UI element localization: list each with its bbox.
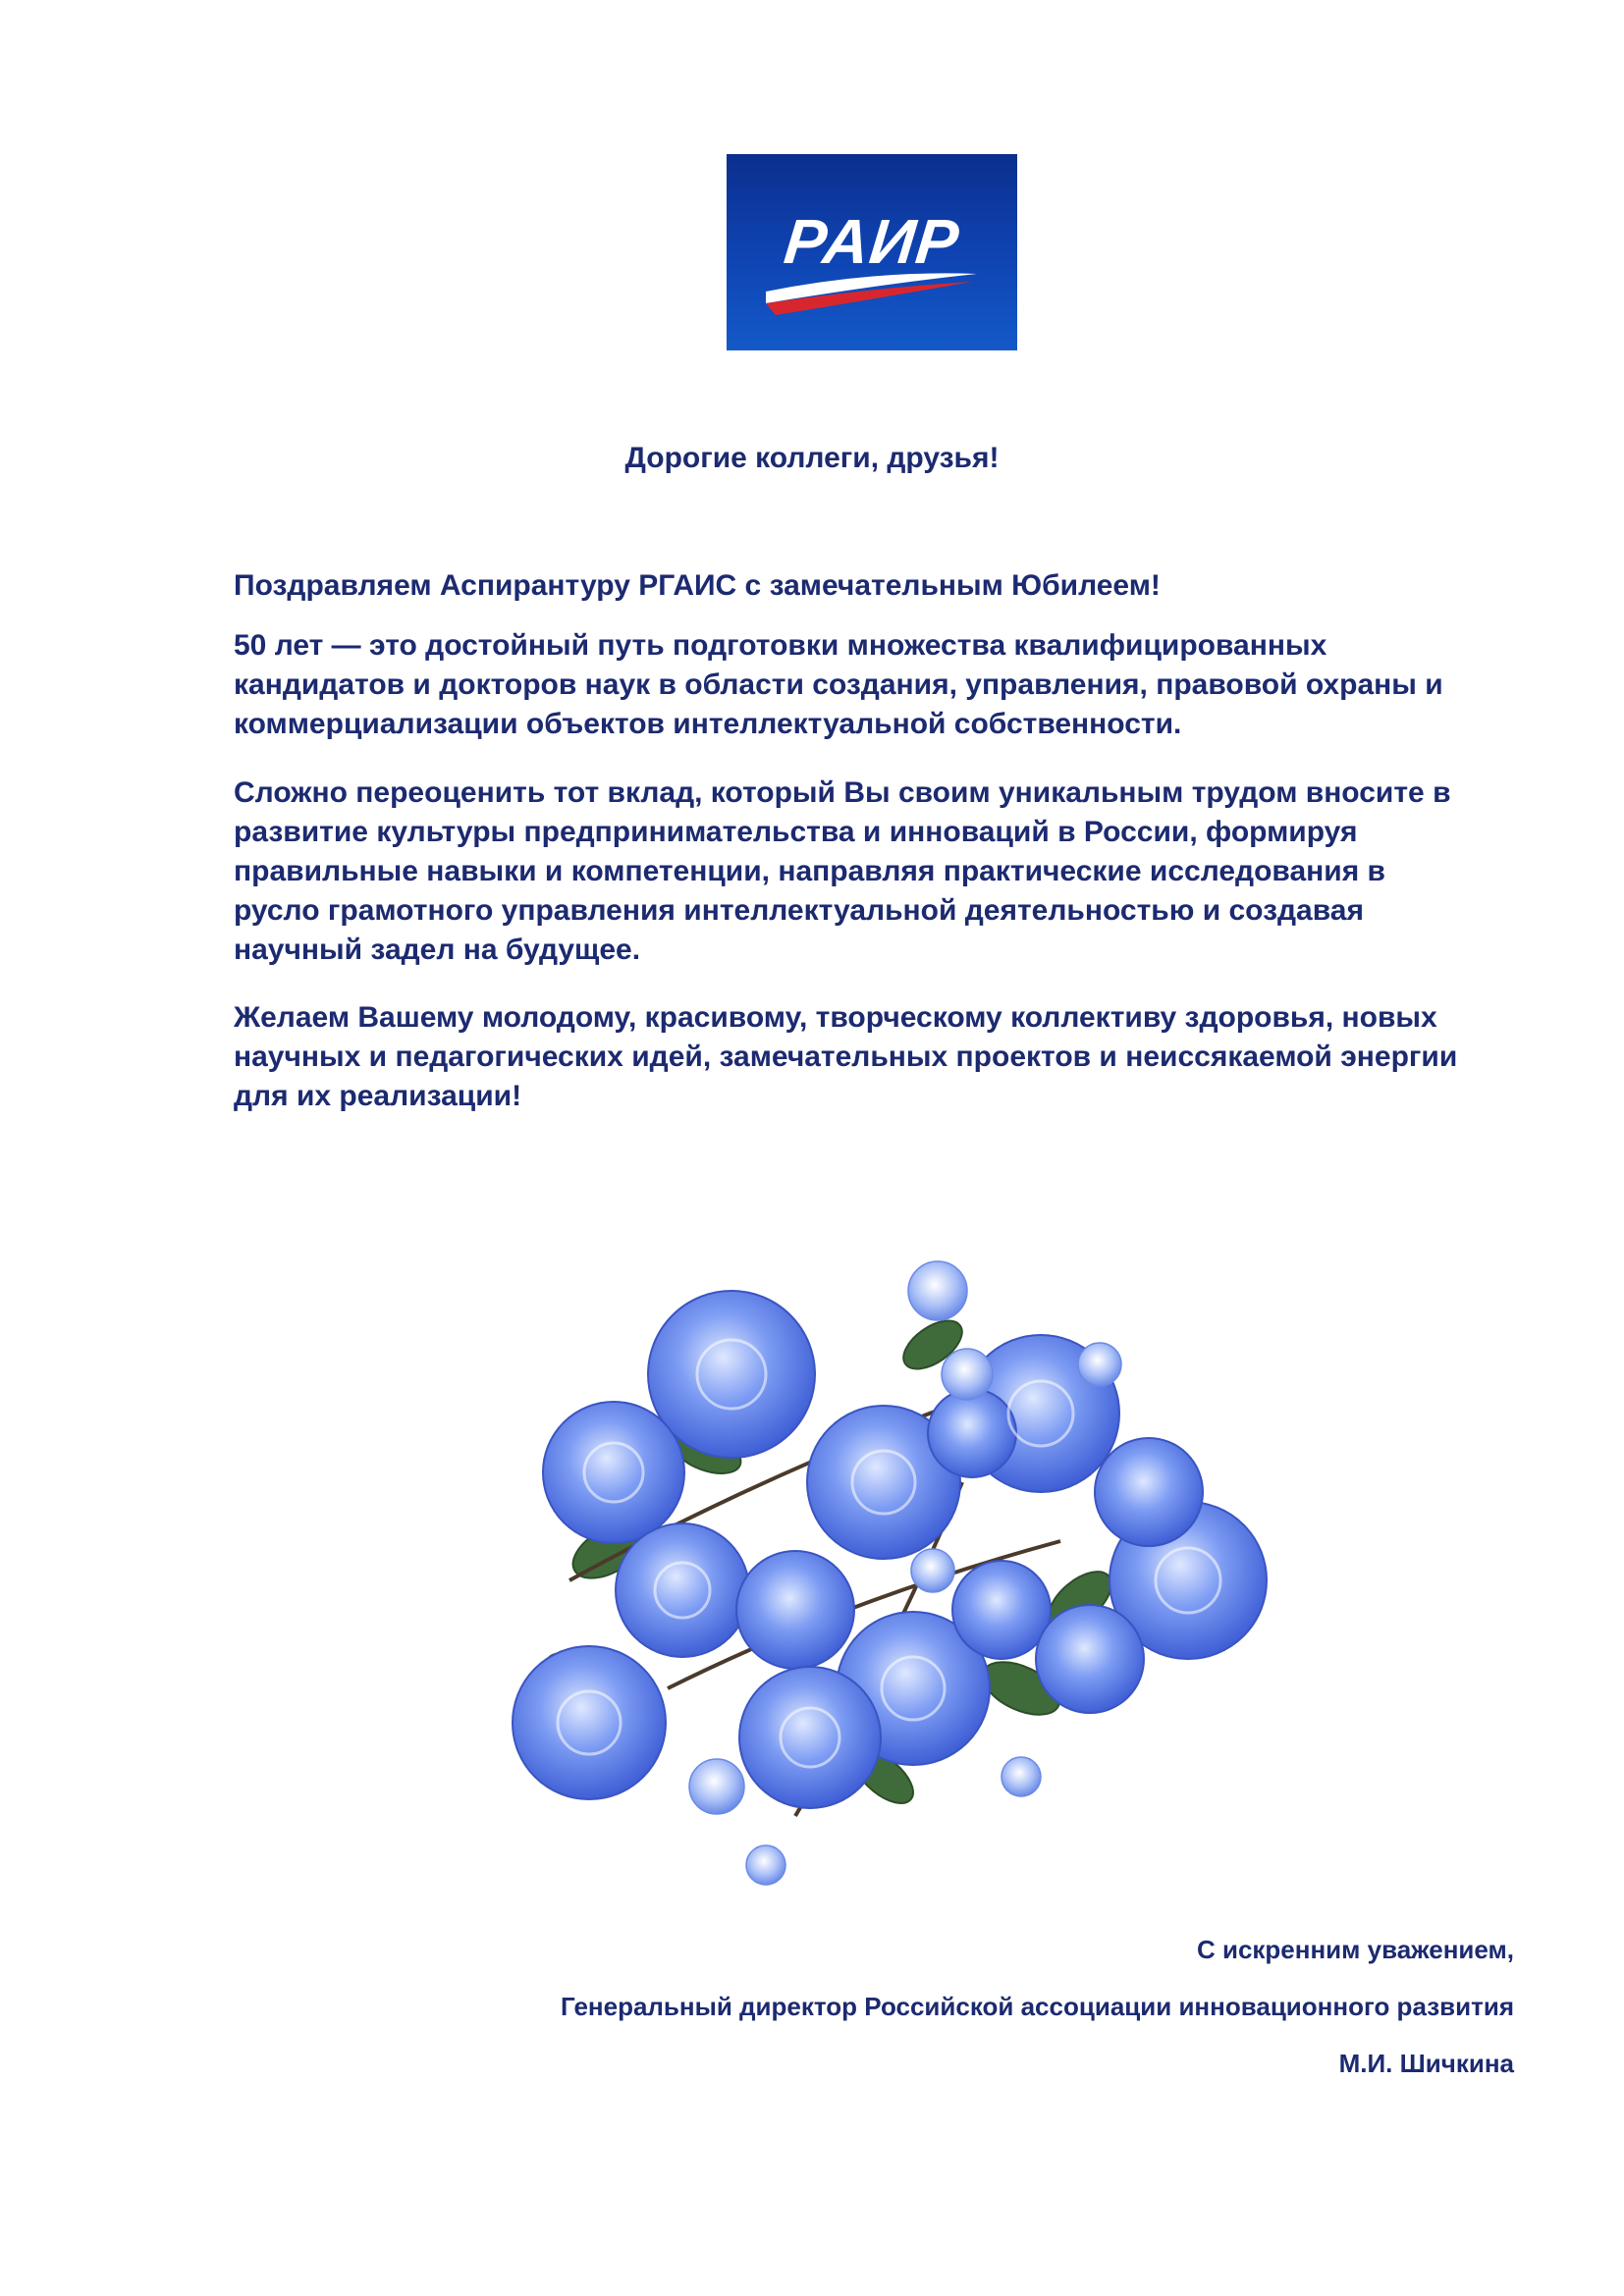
blue-roses-bouquet xyxy=(471,1227,1316,1914)
rair-logo xyxy=(727,154,1017,350)
paragraph-3: Сложно переоценить тот вклад, который Вы своим уникальным трудом вносите в развитие культуры предпринимательства и инноваций в России, формируя правильные навыки и компетенции, направляя практические исследования в русло грамотного управления интеллектуальной деятельностью и создавая научный задел на будущее. xyxy=(234,776,1451,966)
greeting: Дорогие коллеги, друзья! xyxy=(624,442,1000,474)
logo-text: РАИР xyxy=(781,206,963,277)
paragraph-2: 50 лет — это достойный путь подготовки множества квалифицированных кандидатов и докторов наук в области создания, управления, правовой охраны и коммерциализации объектов интеллектуальной собственности. xyxy=(234,629,1443,740)
signature-position: Генеральный директор Российской ассоциации инновационного развития xyxy=(561,1992,1514,2021)
signature-closing: С искренним уважением, xyxy=(1196,1935,1514,1964)
paragraph-1: Поздравляем Аспирантуру РГАИС с замечательным Юбилеем! xyxy=(234,569,1161,602)
paragraph-4: Желаем Вашему молодому, красивому, творческому коллективу здоровья, новых научных и педагогических идей, замечательных проектов и неиссякаемой энергии для их реализации! xyxy=(234,1001,1458,1112)
signature-name: М.И. Шичкина xyxy=(1338,2049,1514,2078)
